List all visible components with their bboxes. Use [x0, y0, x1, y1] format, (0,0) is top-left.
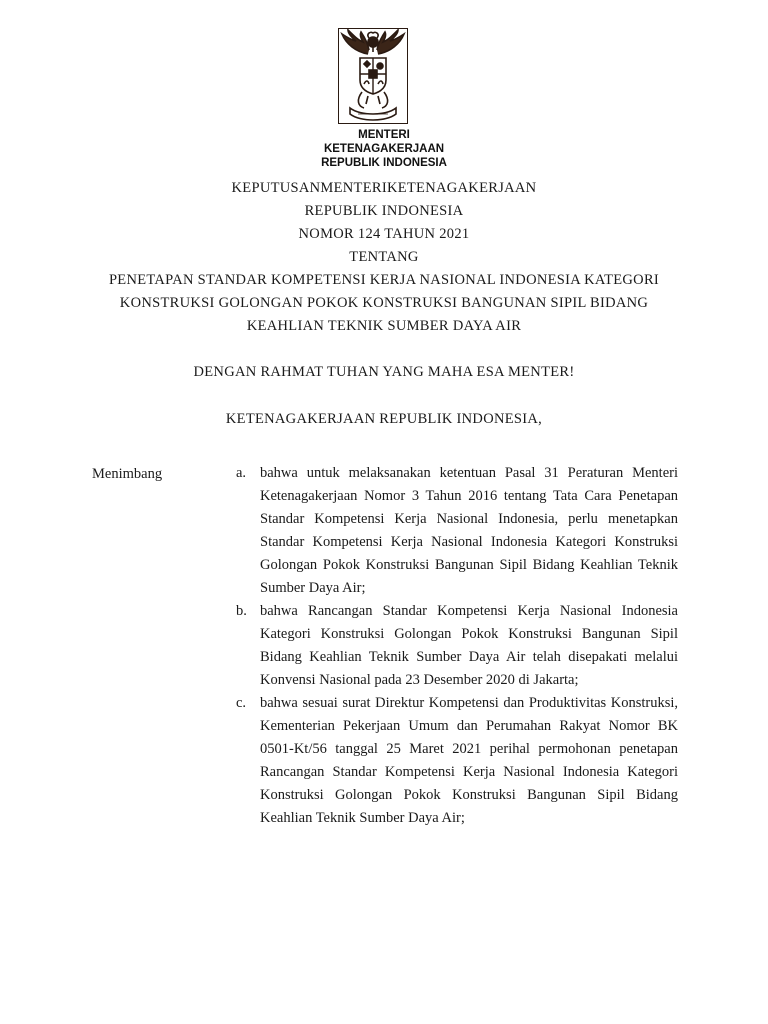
considering-list [236, 462, 678, 830]
decree-title-line: REPUBLIK INDONESIA [304, 203, 464, 219]
ministry-line: MENTERI [358, 129, 410, 141]
item-text: bahwa sesuai surat Direktur Kompetensi dan Produktivitas Konstruksi, Kementerian Pekerjaan Umum dan Perumahan Rakyat Nomor BK 0501-Kt/56 tanggal 25 Maret 2021 perihal permohonan penetapan Rancangan Standar Kompetensi Kerja Nasional Indonesia Kategori Konstruksi Golongan Pokok Konstruksi Bangunan Sipil Bidang Keahlian Teknik Sumber Daya Air; [260, 695, 678, 826]
decree-subject-line: KEAHLIAN TEKNIK SUMBER DAYA AIR [246, 318, 522, 334]
ministry-line: KETENAGAKERJAAN [323, 143, 445, 155]
item-marker: b. [236, 603, 247, 619]
considering-item-a [236, 462, 678, 600]
considering-item-c [236, 692, 678, 830]
garuda-emblem-icon [338, 28, 408, 124]
decree-about: TENTANG [349, 249, 419, 265]
decree-subject-line: PENETAPAN STANDAR KOMPETENSI KERJA NASIONAL INDONESIA KATEGORI [108, 272, 660, 288]
ministry-line: REPUBLIK INDONESIA [321, 157, 447, 169]
considering-label: Menimbang [92, 466, 163, 482]
item-marker: c. [236, 695, 247, 711]
preamble-line: DENGAN RAHMAT TUHAN YANG MAHA ESA MENTER! [193, 364, 575, 380]
decree-title-line: KEPUTUSANMENTERIKETENAGAKERJAAN [231, 180, 537, 196]
preamble-line: KETENAGAKERJAAN REPUBLIK INDONESIA, [225, 411, 543, 427]
decree-subject-line: KONSTRUKSI GOLONGAN POKOK KONSTRUKSI BANGUNAN SIPIL BIDANG [119, 295, 649, 311]
considering-item-b [236, 600, 678, 692]
item-text: bahwa untuk melaksanakan ketentuan Pasal 31 Peraturan Menteri Ketenagakerjaan Nomor 3 Tahun 2016 tentang Tata Cara Penetapan Standar Kompetensi Kerja Nasional Indonesia, perlu menetapkan Standar Kompetensi Kerja Nasional Indonesia Kategori Konstruksi Golongan Pokok Konstruksi Bangunan Sipil Bidang Keahlian Teknik Sumber Daya Air; [260, 465, 678, 596]
item-text: bahwa Rancangan Standar Kompetensi Kerja Nasional Indonesia Kategori Konstruksi Golongan Pokok Konstruksi Bangunan Sipil Bidang Keahlian Teknik Sumber Daya Air telah disepakati melalui Konvensi Nasional pada 23 Desember 2020 di Jakarta; [260, 603, 678, 688]
item-marker: a. [236, 465, 247, 481]
decree-number: NOMOR 124 TAHUN 2021 [298, 226, 470, 242]
